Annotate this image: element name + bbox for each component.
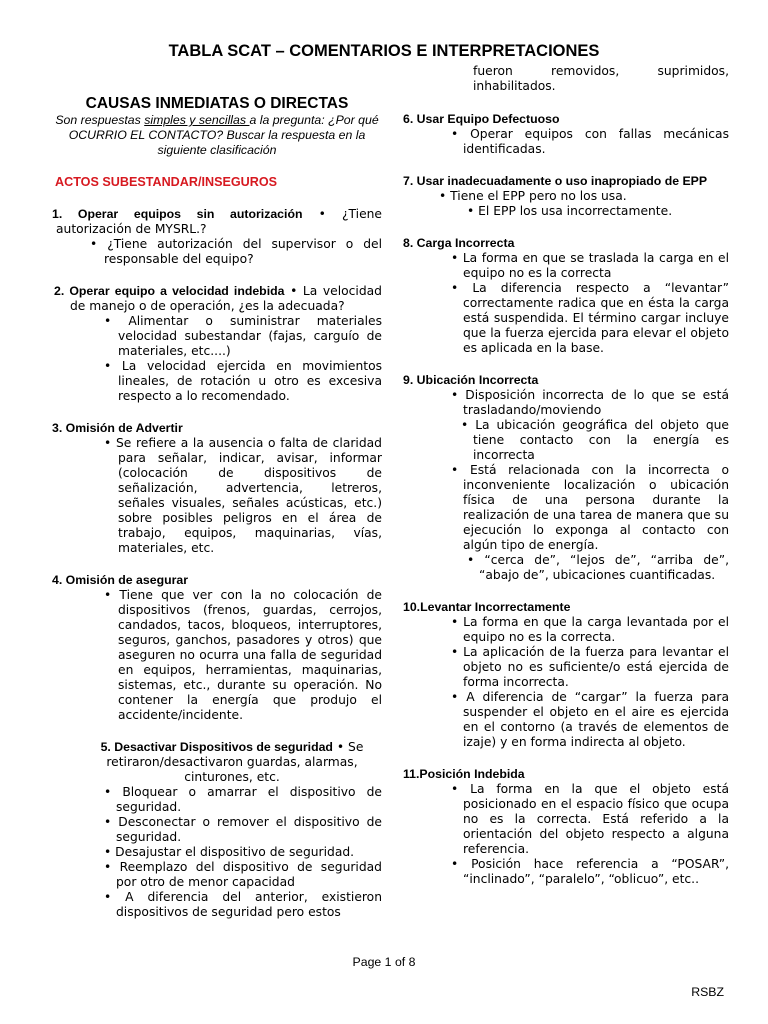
item-5-bullet-4: • Reemplazo del dispositivo de seguridad por otro de menor capacidad <box>104 860 382 889</box>
item-9-bullet-1: • Disposición incorrecta de lo que se está trasladando/moviendo <box>451 388 729 417</box>
item-7 <box>403 174 729 219</box>
item-10-bullet-1: • La forma en que la carga levantada por el equipo no es la correcta. <box>451 615 729 644</box>
item-2-bullet-1: • Alimentar o suministrar materiales velocidad subestandar (fajas, carguío de materiales, etc....) <box>104 314 382 358</box>
item-5-bullet-3: • Desajustar el dispositivo de seguridad. <box>104 845 355 859</box>
item-8 <box>403 236 729 356</box>
item-2 <box>52 284 382 404</box>
item-5 <box>52 740 382 920</box>
item-3-bullet-1: • Se refiere a la ausencia o falta de claridad para señalar, indicar, avisar, informar (colocación de dispositivos de señalización, advertencia, letreros, señales visuales, señales acústicas, etc.) sobre posibles peligros en el área de trabajo, equipos, maquinarias, vías, materiales, etc. <box>104 436 382 555</box>
right-column <box>403 64 729 887</box>
section-heading: CAUSAS INMEDIATAS O DIRECTAS <box>85 95 349 112</box>
item-4-bullet-1: • Tiene que ver con la no colocación de dispositivos (frenos, guardas, cerrojos, candados, tacos, bloqueos, interruptores, seguros, ganchos, pasadores y otros) que aseguren no ocurra una falla de seguridad en equipos, herramientas, maquinarias, sistemas, etc., durante su operación. No contener la energía que produjo el accidente/incidente. <box>104 588 382 722</box>
item-11-title: 11.Posición Indebida <box>403 767 525 781</box>
item-8-bullet-2: • La diferencia respecto a “levantar” correctamente radica que en ésta la carga está suspendida. El término cargar incluye que la fuerza ejercida para elevar el objeto es aplicada en la base. <box>451 281 729 355</box>
item-9-bullet-3: • Está relacionada con la incorrecta o inconveniente localización o ubicación física de una persona durante la realización de una tarea de manera que su ejecución lo exponga al contacto con algún tipo de energía. <box>451 463 729 552</box>
item-5-continuation: fueron removidos, suprimidos, inhabilitados. <box>473 64 729 93</box>
item-8-bullet-1: • La forma en que se traslada la carga en el equipo no es la correcta <box>451 251 729 280</box>
item-11-bullet-1: • La forma en la que el objeto está posicionado en el espacio físico que ocupa no es la correcta. Está referido a la orientación del objeto respecto a alguna referencia. <box>451 782 729 856</box>
item-2-text-1: • La velocidad de manejo o de operación, ¿es la adecuada? <box>70 284 382 313</box>
actos-heading: ACTOS SUBESTANDAR/INSEGUROS <box>55 175 278 189</box>
item-7-title: 7. Usar inadecuadamente o uso inapropiado de EPP <box>403 174 708 188</box>
item-10-bullet-2: • La aplicación de la fuerza para levantar el objeto no es suficiente/o está ejercida de forma incorrecta. <box>451 645 729 689</box>
item-10 <box>403 600 729 750</box>
item-11 <box>403 767 729 887</box>
intro-post: a la pregunta: ¿Por qué OCURRIO EL CONTACTO? Buscar la respuesta en la siguiente clasificación <box>68 113 379 157</box>
item-4-title: 4. Omisión de asegurar <box>52 573 188 587</box>
item-7-bullet-2: • El EPP los usa incorrectamente. <box>467 204 673 218</box>
item-3-title: 3. Omisión de Advertir <box>52 421 183 435</box>
item-10-bullet-3: • A diferencia de “cargar” la fuerza para suspender el objeto en el aire es ejercida en el contorno (a través de elementos de izaje) y en forma indirecta al objeto. <box>451 690 729 749</box>
item-9 <box>403 373 729 583</box>
item-5-bullet-2: • Desconectar o remover el dispositivo de seguridad. <box>104 815 382 844</box>
item-11-bullet-2: • Posición hace referencia a “POSAR”, “inclinado”, “paralelo”, “oblicuo”, etc.. <box>451 857 729 886</box>
item-8-title: 8. Carga Incorrecta <box>403 236 515 250</box>
item-6 <box>403 112 729 157</box>
document-title: TABLA SCAT – COMENTARIOS E INTERPRETACIONES <box>168 42 600 60</box>
item-3 <box>52 421 382 556</box>
author-initials: RSBZ <box>691 985 724 999</box>
item-6-title: 6. Usar Equipo Defectuoso <box>403 112 560 126</box>
item-9-bullet-2: • La ubicación geográfica del objeto que tiene contacto con la energía es incorrecta <box>461 418 729 462</box>
item-1 <box>52 207 382 267</box>
item-6-bullet-1: • Operar equipos con fallas mecánicas identificadas. <box>451 127 729 156</box>
item-9-title: 9. Ubicación Incorrecta <box>403 373 539 387</box>
intro-underlined: simples y sencillas <box>144 113 250 127</box>
intro-text <box>52 113 382 158</box>
item-2-bullet-2: • La velocidad ejercida en movimientos lineales, de rotación u otro es excesiva respecto a lo recomendado. <box>104 359 382 403</box>
item-1-text-1: • ¿Tiene autorización de MYSRL.? <box>56 207 382 236</box>
item-5-title: 5. Desactivar Dispositivos de seguridad <box>100 740 333 754</box>
item-10-title: 10.Levantar Incorrectamente <box>403 600 571 614</box>
item-5-text-1: • Se retiraron/desactivaron guardas, alarmas, cinturones, etc. <box>106 740 364 784</box>
page-number: Page 1 of 8 <box>352 955 416 969</box>
item-1-text-2: • ¿Tiene autorización del supervisor o del responsable del equipo? <box>90 237 382 266</box>
left-column <box>52 96 382 920</box>
item-5-bullet-5: • A diferencia del anterior, existieron dispositivos de seguridad pero estos <box>104 890 382 919</box>
item-2-title: 2. Operar equipo a velocidad indebida <box>54 284 285 298</box>
item-4 <box>52 573 382 723</box>
item-1-title: 1. Operar equipos sin autorización <box>52 207 303 221</box>
item-5-bullet-1: • Bloquear o amarrar el dispositivo de seguridad. <box>104 785 382 814</box>
intro-pre: Son respuestas <box>55 113 145 127</box>
item-9-bullet-4: • “cerca de”, “lejos de”, “arriba de”, “abajo de”, ubicaciones cuantificadas. <box>467 553 729 582</box>
item-7-bullet-1: • Tiene el EPP pero no los usa. <box>439 189 627 203</box>
